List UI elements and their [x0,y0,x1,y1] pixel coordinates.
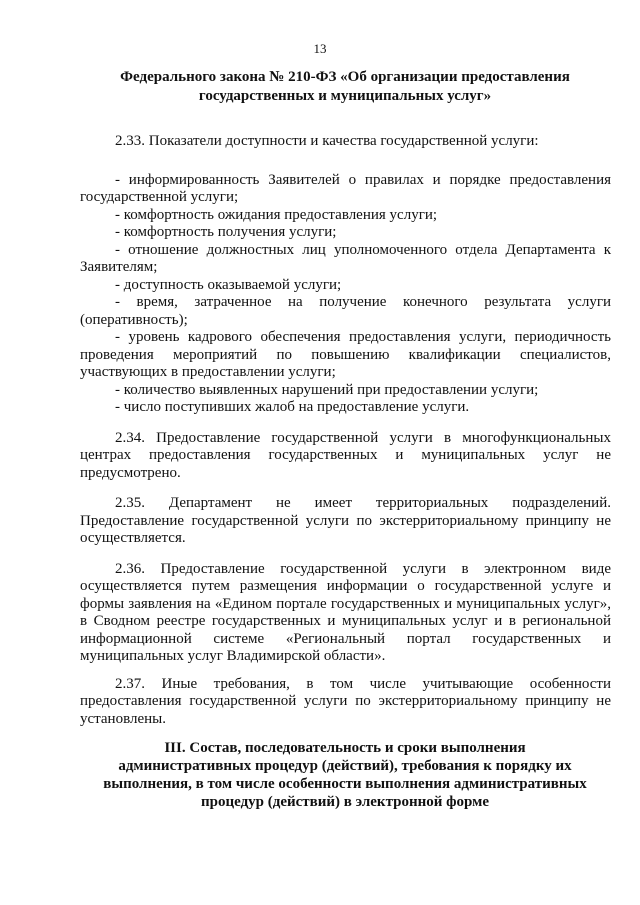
header-line-1: Федерального закона № 210-ФЗ «Об организации предоставления [120,69,570,85]
list-item: - уровень кадрового обеспечения предоставления услуги, периодичность проведения мероприятий по повышению квалификации специалистов, участвующих в предоставлении услуги; [80,329,611,380]
section-3-title [85,739,605,811]
page-number: 13 [313,41,327,56]
header-line-2: государственных и муниципальных услуг» [198,88,492,104]
list-item: - комфортность получения услуги; [115,224,337,240]
page-header [80,68,610,106]
list-item: - число поступивших жалоб на предоставление услуги. [115,399,470,415]
list-item: - доступность оказываемой услуги; [115,276,342,293]
list-item: - количество выявленных нарушений при предоставлении услуги; [115,381,539,398]
section-3-title-line: III. Состав, последовательность и сроки выполнения [164,740,526,756]
list-item: - отношение должностных лиц уполномоченного отдела Департамента к Заявителям; [80,241,611,275]
paragraph-2-34: 2.34. Предоставление государственной услуги в многофункциональных центрах предоставления государственных и муниципальных услуг не предусмотрено. [80,429,611,481]
paragraph-2-35: 2.35. Департамент не имеет территориальных подразделений. Предоставление государственной услуги по экстерриториальному принципу не осуществляется. [80,495,611,546]
paragraph-2-36: 2.36. Предоставление государственной услуги в электронном виде осуществляется путем размещения информации о государственной услуге и формы заявления на «Едином портале государственных и муниципальных услуг», в Сводном реестре государственных и муниципальных услуг и в региональной информационной системе «Региональный портал государственных и муниципальных услуг Владимирской области». [80,560,611,664]
section-3-title-line: выполнения, в том числе особенности выполнения административных [103,776,587,792]
section-2-33-intro: 2.33. Показатели доступности и качества государственной услуги: [115,133,539,149]
document-body [80,133,611,728]
section-3-title-line: процедур (действий) в электронной форме [200,794,490,810]
list-item: - комфортность ожидания предоставления услуги; [115,206,438,223]
list-item: - время, затраченное на получение конечного результата услуги (оперативность); [80,294,611,328]
list-item: - информированность Заявителей о правилах и порядке предоставления государственной услуги; [80,171,611,205]
paragraph-2-37: 2.37. Иные требования, в том числе учитывающие особенности предоставления государственной услуги по экстерриториальному принципу не установлены. [80,675,611,727]
section-3-title-line: административных процедур (действий), требования к порядку их [118,758,572,774]
